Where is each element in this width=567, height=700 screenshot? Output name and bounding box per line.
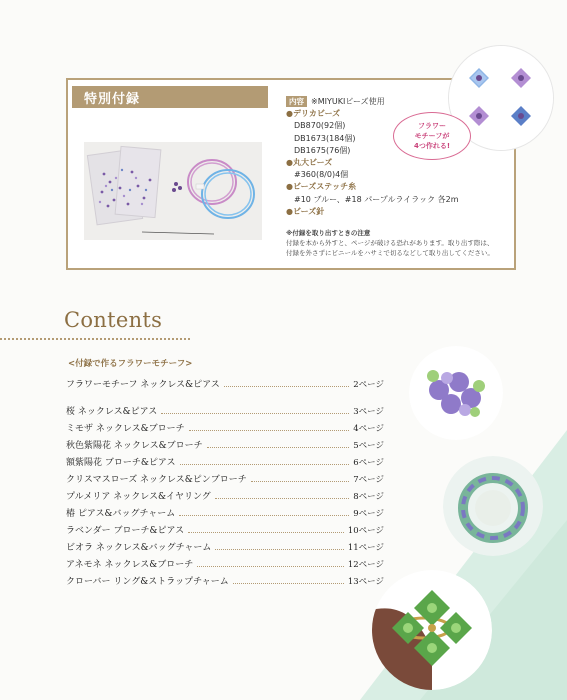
contents-divider — [0, 338, 190, 340]
toc-entry — [66, 403, 384, 418]
toc-entry — [66, 420, 384, 435]
contents-title: Contents — [64, 308, 163, 332]
supplement-header — [72, 86, 268, 108]
item-line: DB870(92個) — [294, 121, 346, 131]
toc-entry-page: 8ページ — [353, 491, 384, 502]
item-delica: ●デリカビーズ — [286, 109, 341, 119]
toc-entry-title: プルメリア ネックレス&イヤリング — [66, 492, 211, 502]
toc-entry — [66, 573, 384, 588]
badge-line: フラワー — [418, 122, 446, 130]
toc-entry-title: ラベンダー ブローチ&ピアス — [66, 526, 185, 536]
note-line: 付録を外さずにビニールをハサミで切るなどして取り出してください。 — [286, 249, 494, 257]
toc-leader — [251, 475, 349, 482]
toc-leader — [188, 526, 344, 533]
toc-leader — [197, 560, 344, 567]
toc-entry-page: 4ページ — [353, 423, 384, 434]
toc-entry-page: 10ページ — [347, 525, 384, 536]
item-line: #360(8/0)4個 — [294, 170, 349, 180]
contents-tag: 内容 — [286, 96, 307, 107]
toc-entry — [66, 471, 384, 486]
toc-entry-title: ビオラ ネックレス&バッグチャーム — [66, 543, 212, 553]
supplement-title: 特別付録 — [84, 92, 141, 107]
toc-entry-title: クリスマスローズ ネックレス&ピンブローチ — [66, 475, 247, 485]
item-needle: ●ビーズ針 — [286, 206, 325, 216]
bullet-icon: ● — [286, 206, 293, 216]
supplement-note — [286, 228, 511, 258]
toc-leader — [180, 458, 350, 465]
toc-entry-page: 3ページ — [353, 406, 384, 417]
contents-section-label: <付録で作るフラワーモチーフ> — [68, 359, 193, 369]
toc-leader — [189, 424, 350, 431]
motif-count-badge — [393, 112, 471, 160]
badge-line: 4つ作れる! — [413, 142, 451, 150]
toc-leader — [215, 492, 349, 499]
badge-line: モチーフが — [414, 132, 450, 140]
toc-leader — [179, 509, 349, 516]
toc-entry — [66, 556, 384, 571]
toc-entry — [66, 437, 384, 452]
note-title: ※付録を取り出すときの注意 — [286, 229, 371, 237]
bullet-icon: ● — [286, 182, 293, 192]
toc-entry-title: 秋色紫陽花 ネックレス&ブローチ — [66, 441, 203, 451]
toc-entry — [66, 488, 384, 503]
toc-entry-title: 桜 ネックレス&ピアス — [66, 407, 158, 417]
toc-entry-title: ミモザ ネックレス&ブローチ — [66, 424, 185, 434]
toc-entry-title: クローバー リング&ストラップチャーム — [66, 577, 229, 587]
toc-leader — [233, 577, 344, 584]
item-line: DB1673(184個) — [294, 133, 356, 143]
toc-entry-page: 5ページ — [353, 440, 384, 451]
note-line: 付録を本から外すと、ページが破ける恐れがあります。取り出す際は、 — [286, 239, 494, 247]
toc-entry — [66, 539, 384, 554]
toc-entry — [66, 376, 384, 391]
toc-entry — [66, 505, 384, 520]
bullet-icon: ● — [286, 109, 293, 119]
toc-entry — [66, 454, 384, 469]
toc-entry-page: 11ページ — [347, 542, 384, 553]
toc-entry-page: 13ページ — [347, 576, 384, 587]
toc-entry-page: 9ページ — [353, 508, 384, 519]
toc-entry-title: フラワーモチーフ ネックレス&ピアス — [66, 380, 220, 390]
supplement-photo — [84, 142, 262, 240]
clover-ring-photo — [372, 570, 492, 690]
toc-entry-page: 6ページ — [353, 457, 384, 468]
toc-entry-title: アネモネ ネックレス&ブローチ — [66, 560, 194, 570]
item-thread: ●ビーズステッチ糸 — [286, 182, 357, 192]
toc-leader — [161, 407, 349, 414]
toc-entry — [66, 522, 384, 537]
toc-entry-page: 2ページ — [353, 379, 384, 390]
lavender-photo — [443, 456, 543, 556]
item-marudai: ●丸大ビーズ — [286, 158, 333, 168]
toc-leader — [224, 380, 349, 387]
toc-leader — [215, 543, 344, 550]
bullet-icon: ● — [286, 158, 293, 168]
contents-intro: ※MIYUKIビーズ使用 — [311, 97, 385, 106]
toc-entry-title: 椿 ピアス&バッグチャーム — [66, 509, 176, 519]
hydrangea-photo — [409, 346, 503, 440]
toc-leader — [207, 441, 350, 448]
toc-entry-page: 12ページ — [347, 559, 384, 570]
item-line: DB1675(76個) — [294, 145, 351, 155]
toc-entry-title: 額紫陽花 ブローチ&ピアス — [66, 458, 176, 468]
toc-entry-page: 7ページ — [353, 474, 384, 485]
item-line: #10 ブルー、#18 パープルライラック 各2m — [294, 194, 459, 204]
